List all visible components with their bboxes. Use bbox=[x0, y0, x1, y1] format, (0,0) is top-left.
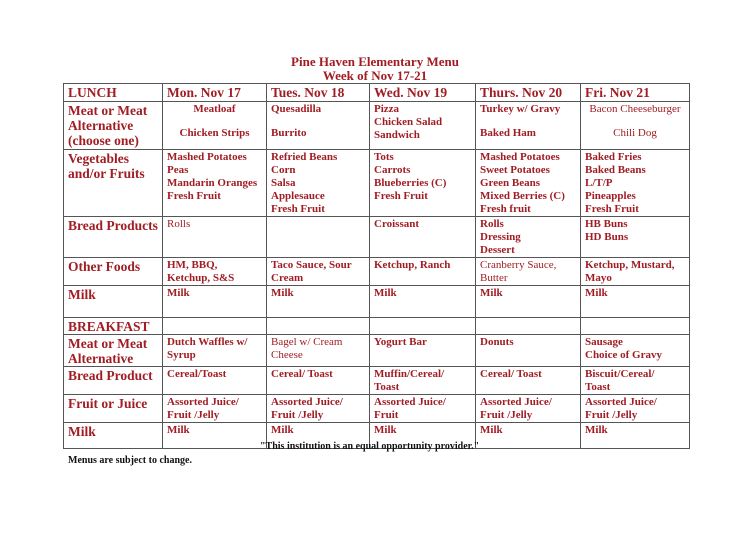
menu-item: Butter bbox=[480, 271, 508, 284]
menu-item: Assorted Juice/ bbox=[585, 395, 657, 408]
menu-row bbox=[64, 149, 690, 216]
section-label-lunch: LUNCH bbox=[64, 84, 163, 102]
menu-cell bbox=[581, 149, 690, 216]
menu-cell bbox=[267, 101, 370, 149]
menu-item bbox=[167, 116, 262, 127]
menu-item: HM, BBQ, bbox=[167, 258, 218, 271]
row-label: Meat or Meat Alternative bbox=[64, 334, 163, 366]
disclaimer: Menus are subject to change. bbox=[68, 455, 192, 466]
menu-cell bbox=[476, 394, 581, 422]
menu-item: Chili Dog bbox=[613, 126, 657, 139]
menu-cell bbox=[581, 216, 690, 257]
menu-cell bbox=[370, 317, 476, 334]
menu-row bbox=[64, 216, 690, 257]
menu-item bbox=[480, 116, 576, 127]
menu-item: Fruit /Jelly bbox=[480, 408, 533, 421]
menu-cell bbox=[476, 317, 581, 334]
menu-item: Applesauce bbox=[271, 189, 325, 202]
menu-item: Sandwich bbox=[374, 128, 420, 141]
menu-cell bbox=[267, 317, 370, 334]
day-header: Tues. Nov 18 bbox=[267, 84, 370, 102]
menu-item: Corn bbox=[271, 163, 296, 176]
menu-cell bbox=[267, 334, 370, 366]
menu-row bbox=[64, 101, 690, 149]
menu-item: Fresh Fruit bbox=[374, 189, 428, 202]
menu-item: Baked Fries bbox=[585, 150, 642, 163]
menu-cell bbox=[476, 366, 581, 394]
menu-item: Fruit bbox=[374, 408, 399, 421]
menu-item: Syrup bbox=[167, 348, 196, 361]
menu-cell bbox=[476, 149, 581, 216]
menu-item: Pineapples bbox=[585, 189, 636, 202]
row-label: Vegetables and/or Fruits bbox=[64, 149, 163, 216]
menu-item: HB Buns bbox=[585, 217, 628, 230]
menu-item: Fresh Fruit bbox=[271, 202, 325, 215]
menu-item: Mayo bbox=[585, 271, 612, 284]
menu-item: Rolls bbox=[480, 217, 504, 230]
menu-cell bbox=[370, 149, 476, 216]
menu-cell bbox=[163, 101, 267, 149]
menu-cell bbox=[163, 216, 267, 257]
menu-cell bbox=[581, 366, 690, 394]
menu-item: L/T/P bbox=[585, 176, 613, 189]
row-label: Milk bbox=[64, 285, 163, 317]
menu-item: Salsa bbox=[271, 176, 296, 189]
menu-cell bbox=[581, 257, 690, 285]
menu-item: Baked Beans bbox=[585, 163, 646, 176]
menu-item: Chicken Salad bbox=[374, 115, 443, 128]
row-label: Fruit or Juice bbox=[64, 394, 163, 422]
menu-cell bbox=[370, 334, 476, 366]
menu-item: Tots bbox=[374, 150, 394, 163]
day-header: Thurs. Nov 20 bbox=[476, 84, 581, 102]
menu-item: Yogurt Bar bbox=[374, 335, 427, 348]
menu-item: Baked Ham bbox=[480, 126, 536, 139]
menu-item: Fruit /Jelly bbox=[271, 408, 324, 421]
menu-item: Taco Sauce, Sour bbox=[271, 258, 352, 271]
menu-item: Turkey w/ Gravy bbox=[480, 102, 561, 115]
menu-item: Mashed Potatoes bbox=[480, 150, 560, 163]
menu-item: Dressing bbox=[480, 230, 521, 243]
row-label: Bread Products bbox=[64, 216, 163, 257]
menu-item: Dutch Waffles w/ bbox=[167, 335, 248, 348]
row-label: Bread Product bbox=[64, 366, 163, 394]
menu-cell bbox=[267, 394, 370, 422]
menu-item: Bacon Cheeseburger bbox=[589, 102, 681, 115]
menu-item: Milk bbox=[585, 423, 608, 436]
row-label: Other Foods bbox=[64, 257, 163, 285]
menu-item: Milk bbox=[374, 423, 397, 436]
menu-item: Toast bbox=[374, 380, 400, 393]
menu-cell bbox=[267, 257, 370, 285]
header-row bbox=[64, 84, 690, 102]
row-label: Milk bbox=[64, 422, 163, 448]
menu-item: Sweet Potatoes bbox=[480, 163, 550, 176]
menu-cell bbox=[163, 317, 267, 334]
menu-item: Rolls bbox=[167, 217, 191, 230]
menu-item: Mandarin Oranges bbox=[167, 176, 258, 189]
menu-item: Meatloaf bbox=[193, 102, 236, 115]
menu-cell bbox=[163, 334, 267, 366]
menu-cell bbox=[476, 101, 581, 149]
menu-row bbox=[64, 317, 690, 334]
menu-item: Fresh fruit bbox=[480, 202, 531, 215]
menu-row bbox=[64, 257, 690, 285]
menu-cell bbox=[163, 422, 267, 448]
row-label: Meat or Meat Alternative (choose one) bbox=[64, 101, 163, 149]
menu-cell bbox=[476, 334, 581, 366]
menu-item: Chicken Strips bbox=[179, 126, 250, 139]
menu-cell bbox=[476, 422, 581, 448]
menu-item: Choice of Gravy bbox=[585, 348, 662, 361]
menu-item: Blueberries (C) bbox=[374, 176, 447, 189]
menu-item: Fruit /Jelly bbox=[167, 408, 220, 421]
menu-item: Cream bbox=[271, 271, 304, 284]
menu-cell bbox=[267, 366, 370, 394]
menu-cell bbox=[370, 366, 476, 394]
menu-row bbox=[64, 285, 690, 317]
day-header: Fri. Nov 21 bbox=[581, 84, 690, 102]
menu-item: Cereal/ Toast bbox=[271, 367, 333, 380]
menu-item: Cheese bbox=[271, 348, 303, 361]
menu-item: Assorted Juice/ bbox=[374, 395, 446, 408]
menu-item: Ketchup, Mustard, bbox=[585, 258, 675, 271]
menu-cell bbox=[163, 149, 267, 216]
menu-cell bbox=[476, 257, 581, 285]
menu-item: HD Buns bbox=[585, 230, 629, 243]
menu-item: Muffin/Cereal/ bbox=[374, 367, 445, 380]
menu-item: Carrots bbox=[374, 163, 411, 176]
menu-cell bbox=[370, 101, 476, 149]
menu-item bbox=[585, 116, 685, 127]
menu-item: Mashed Potatoes bbox=[167, 150, 247, 163]
menu-cell bbox=[163, 394, 267, 422]
menu-item: Croissant bbox=[374, 217, 420, 230]
menu-item: Milk bbox=[271, 286, 294, 299]
menu-item: Peas bbox=[167, 163, 189, 176]
day-header: Wed. Nov 19 bbox=[370, 84, 476, 102]
menu-row bbox=[64, 366, 690, 394]
day-header: Mon. Nov 17 bbox=[163, 84, 267, 102]
menu-item: Cereal/ Toast bbox=[480, 367, 542, 380]
menu-cell bbox=[163, 366, 267, 394]
row-label: BREAKFAST bbox=[64, 317, 163, 334]
menu-row bbox=[64, 394, 690, 422]
menu-item: Toast bbox=[585, 380, 611, 393]
menu-cell bbox=[267, 285, 370, 317]
menu-item: Refried Beans bbox=[271, 150, 338, 163]
menu-cell bbox=[163, 285, 267, 317]
menu-item: Milk bbox=[374, 286, 397, 299]
menu-item: Milk bbox=[585, 286, 608, 299]
menu-item: Assorted Juice/ bbox=[271, 395, 343, 408]
menu-item: Cranberry Sauce, bbox=[480, 258, 557, 271]
menu-week: Week of Nov 17-21 bbox=[322, 68, 428, 83]
menu-item: Donuts bbox=[480, 335, 514, 348]
menu-row bbox=[64, 334, 690, 366]
menu-cell bbox=[581, 334, 690, 366]
menu-cell bbox=[476, 216, 581, 257]
menu-cell bbox=[267, 216, 370, 257]
menu-item: Pizza bbox=[374, 102, 400, 115]
menu-item: Milk bbox=[480, 423, 503, 436]
menu-item: Sausage bbox=[585, 335, 623, 348]
menu-cell bbox=[581, 394, 690, 422]
equal-opportunity-statement: "This institution is an equal opportunity provider." bbox=[260, 441, 480, 452]
menu-cell bbox=[163, 257, 267, 285]
menu-cell bbox=[581, 317, 690, 334]
menu-item bbox=[271, 116, 365, 127]
menu-cell bbox=[370, 257, 476, 285]
menu-item: Milk bbox=[167, 423, 190, 436]
menu-cell bbox=[581, 422, 690, 448]
menu-item: Mixed Berries (C) bbox=[480, 189, 565, 202]
menu-cell bbox=[370, 394, 476, 422]
menu-item: Assorted Juice/ bbox=[480, 395, 552, 408]
menu-cell bbox=[370, 216, 476, 257]
menu-item: Fruit /Jelly bbox=[585, 408, 638, 421]
menu-cell bbox=[581, 101, 690, 149]
menu-item: Quesadilla bbox=[271, 102, 322, 115]
menu-item: Dessert bbox=[480, 243, 515, 256]
menu-cell bbox=[267, 149, 370, 216]
menu-title: Pine Haven Elementary Menu bbox=[291, 54, 459, 69]
menu-item: Green Beans bbox=[480, 176, 540, 189]
menu-item: Fresh Fruit bbox=[167, 189, 221, 202]
menu-item: Bagel w/ Cream bbox=[271, 335, 343, 348]
menu-item: Milk bbox=[271, 423, 294, 436]
menu-table bbox=[63, 83, 690, 449]
menu-item: Cereal/Toast bbox=[167, 367, 227, 380]
menu-item: Assorted Juice/ bbox=[167, 395, 239, 408]
menu-item: Milk bbox=[167, 286, 190, 299]
menu-item: Burrito bbox=[271, 126, 307, 139]
menu-item: Ketchup, Ranch bbox=[374, 258, 451, 271]
menu-item: Biscuit/Cereal/ bbox=[585, 367, 655, 380]
menu-cell bbox=[476, 285, 581, 317]
menu-cell bbox=[370, 285, 476, 317]
menu-cell bbox=[581, 285, 690, 317]
menu-item: Ketchup, S&S bbox=[167, 271, 235, 284]
menu-item: Fresh Fruit bbox=[585, 202, 639, 215]
menu-item: Milk bbox=[480, 286, 503, 299]
